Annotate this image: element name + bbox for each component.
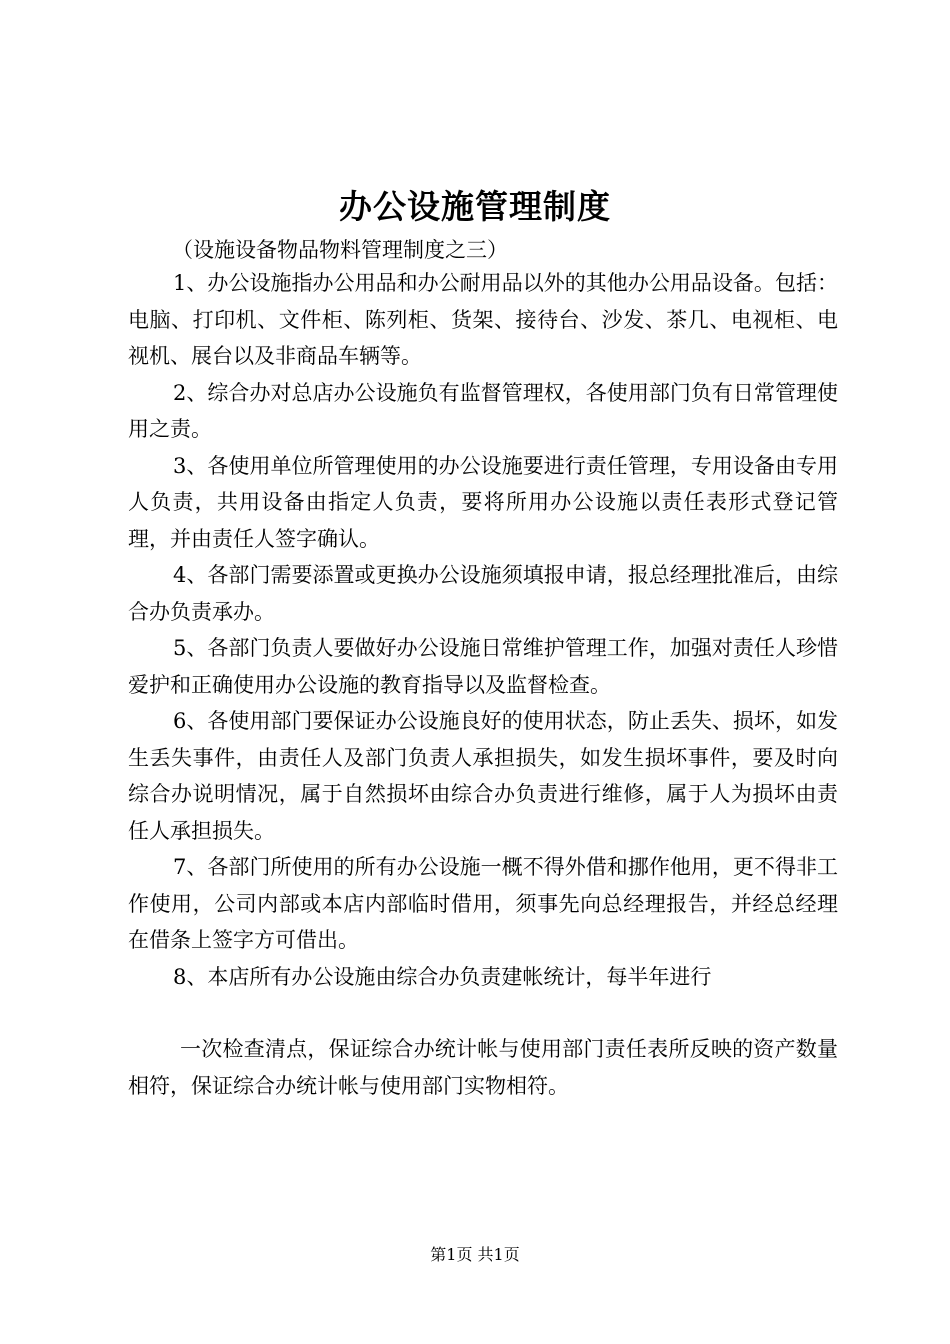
document-subtitle: （设施设备物品物料管理制度之三） xyxy=(172,238,508,262)
paragraph-8-continuation: 一次检查清点，保证综合办统计帐与使用部门责任表所反映的资产数量相符，保证综合办统计帐与使用部门实物相符。 xyxy=(128,1037,838,1098)
document-body xyxy=(128,265,838,1104)
paragraph-7: 7、各部门所使用的所有办公设施一概不得外借和挪作他用，更不得非工作使用，公司内部或本店内部临时借用，须事先向总经理报告，并经总经理在借条上签字方可借出。 xyxy=(128,855,838,952)
paragraph-3: 3、各使用单位所管理使用的办公设施要进行责任管理，专用设备由专用人负责，共用设备由指定人负责，要将所用办公设施以责任表形式登记管理，并由责任人签字确认。 xyxy=(128,453,838,551)
document-title: 办公设施管理制度 xyxy=(339,187,611,226)
paragraph-2: 2、综合办对总店办公设施负有监督管理权，各使用部门负有日常管理使用之责。 xyxy=(128,380,838,441)
page-number-footer: 第1页 共1页 xyxy=(430,1245,520,1264)
paragraph-1: 1、办公设施指办公用品和办公耐用品以外的其他办公用品设备。包括：电脑、打印机、文件柜、陈列柜、货架、接待台、沙发、茶几、电视柜、电视机、展台以及非商品车辆等。 xyxy=(128,271,838,368)
paragraph-4: 4、各部门需要添置或更换办公设施须填报申请，报总经理批准后，由综合办负责承办。 xyxy=(128,563,838,624)
paragraph-6: 6、各使用部门要保证办公设施良好的使用状态，防止丢失、损坏，如发生丢失事件，由责任人及部门负责人承担损失，如发生损坏事件，要及时向综合办说明情况，属于自然损坏由综合办负责进行维修，属于人为损坏由责任人承担损失。 xyxy=(128,709,838,843)
paragraph-8: 8、本店所有办公设施由综合办负责建帐统计，每半年进行 xyxy=(173,964,712,989)
paragraph-5: 5、各部门负责人要做好办公设施日常维护管理工作，加强对责任人珍惜爱护和正确使用办公设施的教育指导以及监督检查。 xyxy=(128,636,838,697)
